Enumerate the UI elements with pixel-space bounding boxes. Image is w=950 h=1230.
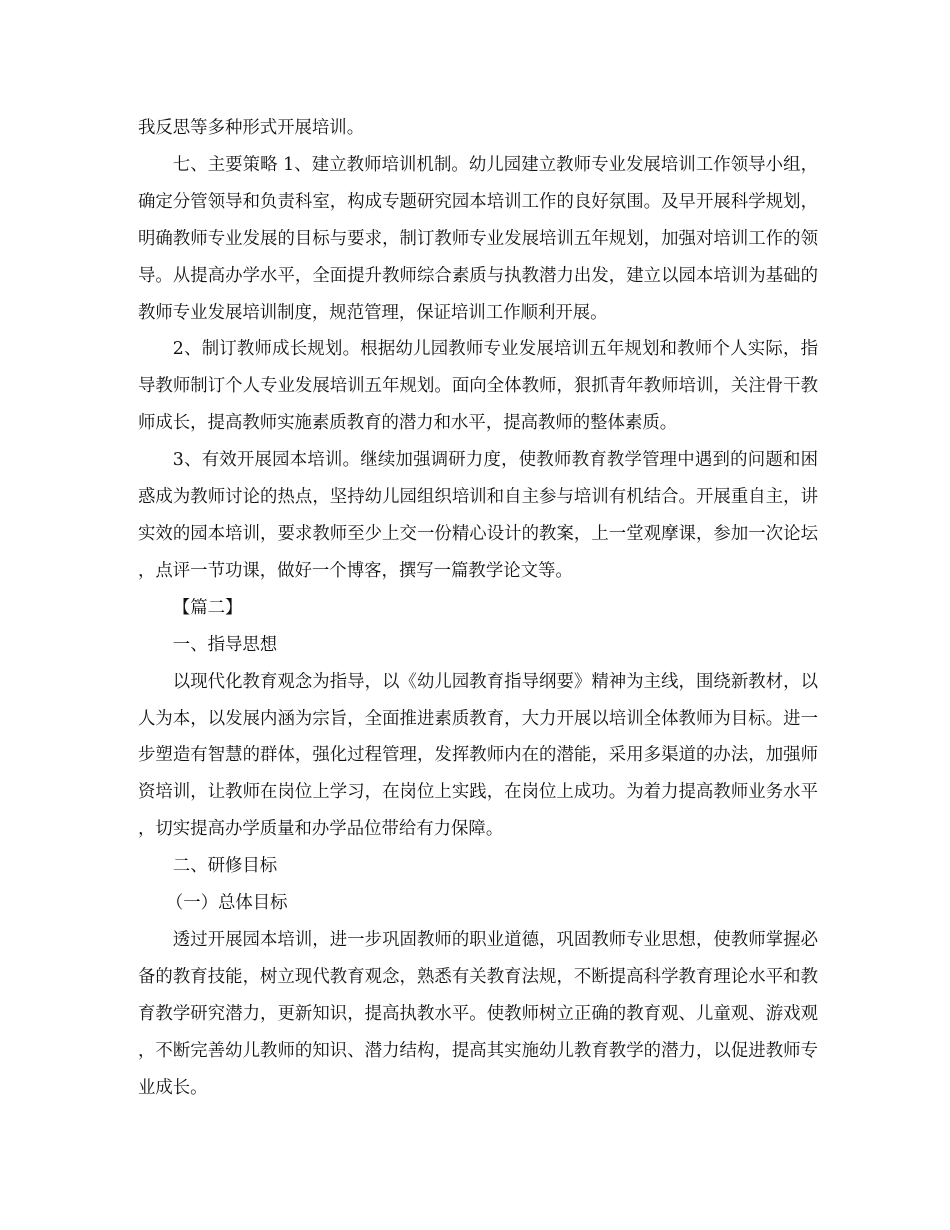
subheading-overall-goals: （一）总体目标	[165, 893, 288, 914]
paragraph-strategy-3: 3、有效开展园本培训。继续加强调研力度，使教师教育教学管理中遇到的问题和困惑成为教师讨论的热点，坚持幼儿园组织培训和自主参与培训有机结合。开展重自主，讲实效的园本培训，要求教师至少上交一份精心设计的教案，上一堂观摩课，参加一次论坛，点评一节功课，做好一个博客，撰写一篇教学论文等。	[138, 450, 818, 581]
heading-training-goals: 二、研修目标	[172, 856, 278, 877]
paragraph-continuation: 我反思等多种形式开展培训。	[138, 118, 365, 138]
document-body	[138, 110, 818, 1106]
section-label: 【篇二】	[172, 597, 243, 618]
paragraph-overall-goals: 透过开展园本培训，进一步巩固教师的职业道德，巩固教师专业思想，使教师掌握必备的教育技能，树立现代教育观念，熟悉有关教育法规，不断提高科学教育理论水平和教育教学研究潜力，更新知识，提高执教水平。使教师树立正确的教育观、儿童观、游戏观，不断完善幼儿教师的知识、潜力结构，提高其实施幼儿教育教学的潜力，以促进教师专业成长。	[138, 929, 818, 1098]
paragraph-strategy-1: 七、主要策略 1、建立教师培训机制。幼儿园建立教师专业发展培训工作领导小组，确定分管领导和负责科室，构成专题研究园本培训工作的良好氛围。及早开展科学规划，明确教师专业发展的目标与要求，制订教师专业发展培训五年规划，加强对培训工作的领导。从提高办学水平，全面提升教师综合素质与执教潜力出发，建立以园本培训为基础的教师专业发展培训制度，规范管理，保证培训工作顺利开展。	[138, 154, 818, 323]
heading-guiding-ideology: 一、指导思想	[172, 634, 278, 655]
paragraph-guiding-ideology: 以现代化教育观念为指导，以《幼儿园教育指导纲要》精神为主线，围绕新教材，以人为本，以发展内涵为宗旨，全面推进素质教育，大力开展以培训全体教师为目标。进一步塑造有智慧的群体，强化过程管理，发挥教师内在的潜能，采用多渠道的办法，加强师资培训，让教师在岗位上学习，在岗位上实践，在岗位上成功。为着力提高教师业务水平，切实提高办学质量和办学品位带给有力保障。	[138, 671, 818, 840]
paragraph-strategy-2: 2、制订教师成长规划。根据幼儿园教师专业发展培训五年规划和教师个人实际，指导教师制订个人专业发展培训五年规划。面向全体教师，狠抓青年教师培训，关注骨干教师成长，提高教师实施素质教育的潜力和水平，提高教师的整体素质。	[138, 339, 818, 434]
